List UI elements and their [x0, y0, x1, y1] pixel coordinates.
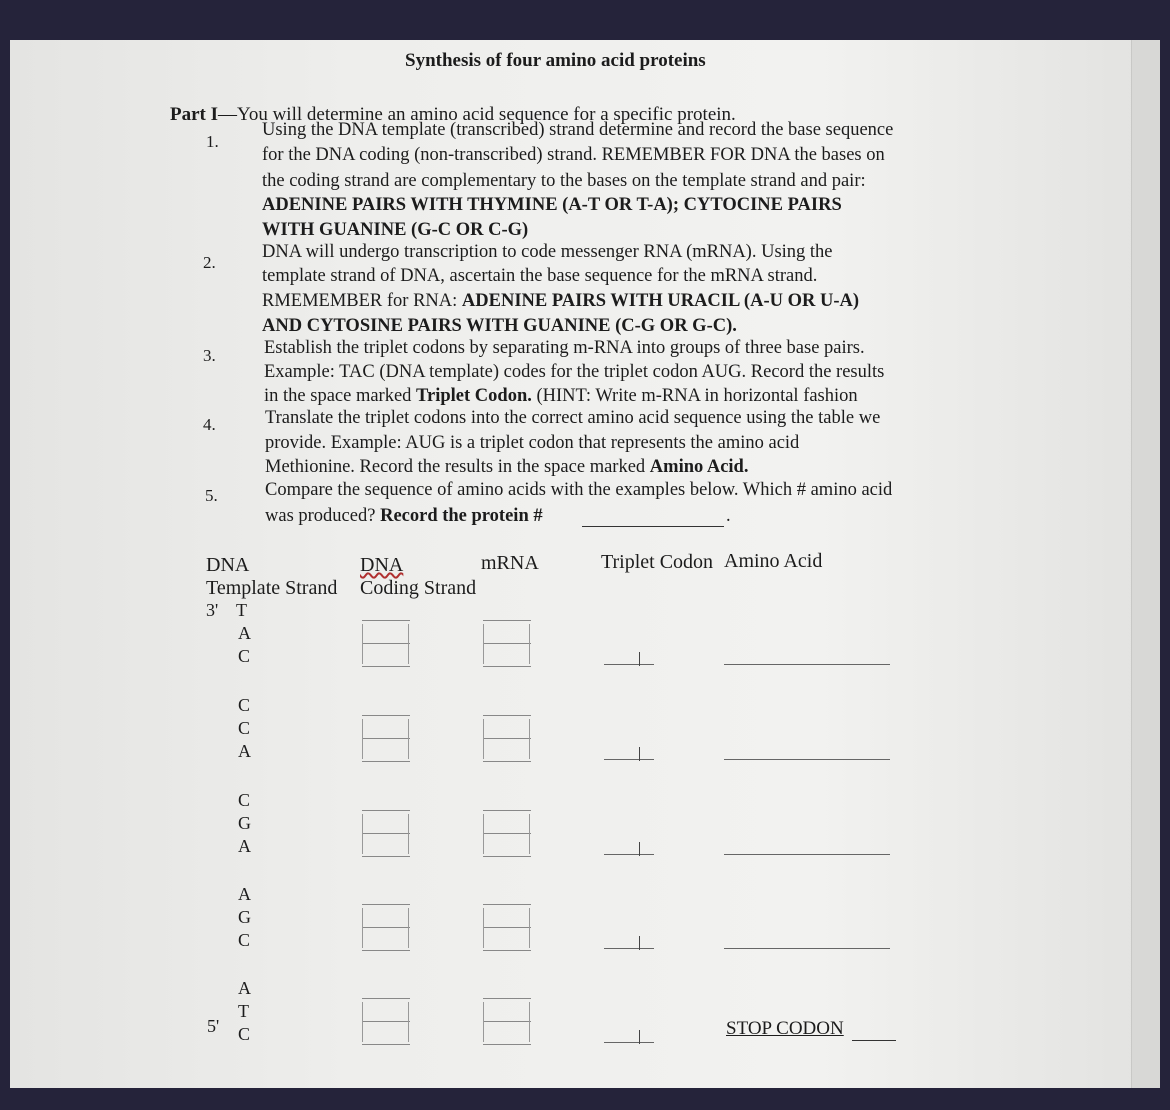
- step-line: Translate the triplet codons into the correct amino acid sequence using the table we: [265, 408, 881, 428]
- blank-divider: [362, 814, 363, 854]
- blank-divider: [529, 624, 530, 664]
- coding-base-blank[interactable]: [362, 715, 410, 716]
- step-line-end: .: [726, 506, 731, 526]
- header-template-strand: Template Strand: [206, 577, 338, 599]
- coding-base-blank[interactable]: [362, 643, 410, 644]
- step-line-bold: Record the protein #: [380, 506, 543, 526]
- coding-base-blank[interactable]: [362, 833, 410, 834]
- step-line: for the DNA coding (non-transcribed) strand. REMEMBER FOR DNA the bases on: [262, 145, 885, 165]
- header-amino-acid: Amino Acid: [724, 550, 823, 572]
- mrna-base-blank[interactable]: [483, 833, 531, 834]
- part-text: —You will determine an amino acid sequence for a specific protein.: [218, 104, 736, 125]
- step-number: 1.: [206, 132, 219, 151]
- step-number: 5.: [205, 486, 218, 505]
- step-number: 2.: [203, 253, 216, 272]
- blank-divider: [483, 908, 484, 948]
- template-base: C: [238, 1024, 251, 1044]
- step-line-prefix: in the space marked: [264, 386, 417, 406]
- blank-divider: [483, 624, 484, 664]
- triplet-codon-blank[interactable]: [604, 948, 654, 949]
- mrna-base-blank[interactable]: [483, 1044, 531, 1045]
- blank-divider: [408, 624, 409, 664]
- blank-divider: [529, 719, 530, 759]
- template-base: G: [238, 907, 251, 927]
- step-line: Example: TAC (DNA template) codes for the triplet codon AUG. Record the results: [264, 362, 885, 382]
- coding-base-blank[interactable]: [362, 666, 410, 667]
- triplet-codon-blank[interactable]: [604, 759, 654, 760]
- worksheet-page: [10, 40, 1160, 1088]
- triplet-codon-tick: [639, 747, 640, 761]
- step-line-prefix: Methionine. Record the results in the space marked: [265, 457, 650, 477]
- step-line: [265, 457, 748, 478]
- coding-base-blank[interactable]: [362, 950, 410, 951]
- step-line: Using the DNA template (transcribed) strand determine and record the base sequence: [262, 120, 894, 140]
- template-base: A: [238, 978, 251, 998]
- step-line: template strand of DNA, ascertain the base sequence for the mRNA strand.: [262, 266, 818, 286]
- amino-acid-blank[interactable]: [724, 854, 890, 855]
- coding-base-blank[interactable]: [362, 620, 410, 621]
- triplet-codon-tick: [639, 936, 640, 950]
- template-base: C: [238, 790, 251, 810]
- template-base: G: [238, 813, 251, 833]
- template-base: C: [238, 718, 251, 738]
- mrna-base-blank[interactable]: [483, 643, 531, 644]
- blank-divider: [483, 719, 484, 759]
- step-line: WITH GUANINE (G-C OR C-G): [262, 220, 529, 240]
- stop-codon-line: [852, 1040, 896, 1041]
- mrna-base-blank[interactable]: [483, 620, 531, 621]
- five-prime-label: 5': [207, 1016, 220, 1036]
- blank-divider: [529, 814, 530, 854]
- worksheet-title: Synthesis of four amino acid proteins: [405, 50, 706, 71]
- stop-codon-label: STOP CODON: [726, 1018, 844, 1039]
- step-line-bold: Amino Acid.: [649, 457, 749, 477]
- step-line: [265, 506, 543, 527]
- step-line-prefix: RMEMEMBER for RNA:: [262, 291, 462, 311]
- amino-acid-blank[interactable]: [724, 759, 890, 760]
- step-line: DNA will undergo transcription to code messenger RNA (mRNA). Using the: [262, 242, 833, 262]
- template-base: T: [238, 1001, 249, 1021]
- header-dna-coding: DNA: [360, 554, 404, 576]
- coding-base-blank[interactable]: [362, 927, 410, 928]
- template-base: A: [238, 741, 251, 761]
- protein-number-blank[interactable]: [582, 526, 724, 527]
- part-label: Part I: [170, 104, 219, 125]
- blank-divider: [408, 719, 409, 759]
- header-dna-template: DNA: [206, 554, 250, 576]
- blank-divider: [362, 908, 363, 948]
- blank-divider: [483, 814, 484, 854]
- template-base: C: [238, 646, 251, 666]
- step-line: AND CYTOSINE PAIRS WITH GUANINE (C-G OR G-C).: [262, 316, 737, 336]
- mrna-base-blank[interactable]: [483, 738, 531, 739]
- triplet-codon-tick: [639, 1030, 640, 1044]
- triplet-codon-blank[interactable]: [604, 1042, 654, 1043]
- mrna-base-blank[interactable]: [483, 904, 531, 905]
- step-line: the coding strand are complementary to the bases on the template strand and pair:: [262, 171, 866, 191]
- step-line: ADENINE PAIRS WITH THYMINE (A-T OR T-A); CYTOCINE PAIRS: [262, 195, 842, 215]
- triplet-codon-tick: [639, 652, 640, 666]
- template-base: A: [238, 884, 251, 904]
- coding-base-blank[interactable]: [362, 1044, 410, 1045]
- step-line-suffix: (HINT: Write m-RNA in horizontal fashion: [536, 386, 858, 406]
- coding-base-blank[interactable]: [362, 856, 410, 857]
- blank-divider: [362, 1002, 363, 1042]
- coding-base-blank[interactable]: [362, 998, 410, 999]
- blank-divider: [483, 1002, 484, 1042]
- step-line-prefix: was produced?: [265, 506, 381, 526]
- header-mrna: mRNA: [481, 552, 539, 574]
- coding-base-blank[interactable]: [362, 761, 410, 762]
- header-coding-strand: Coding Strand: [360, 577, 477, 599]
- blank-divider: [529, 1002, 530, 1042]
- blank-divider: [529, 908, 530, 948]
- mrna-base-blank[interactable]: [483, 715, 531, 716]
- template-base: T: [236, 600, 247, 620]
- template-base: C: [238, 695, 251, 715]
- amino-acid-blank[interactable]: [724, 664, 890, 665]
- blank-divider: [408, 814, 409, 854]
- three-prime-label: 3': [206, 600, 219, 620]
- step-number: 3.: [203, 346, 216, 365]
- triplet-codon-tick: [639, 842, 640, 856]
- coding-base-blank[interactable]: [362, 1021, 410, 1022]
- amino-acid-blank[interactable]: [724, 948, 890, 949]
- template-base: A: [238, 623, 251, 643]
- coding-base-blank[interactable]: [362, 810, 410, 811]
- mrna-base-blank[interactable]: [483, 666, 531, 667]
- step-number: 4.: [203, 415, 216, 434]
- mrna-base-blank[interactable]: [483, 856, 531, 857]
- step-line: Compare the sequence of amino acids with the examples below. Which # amino acid: [265, 480, 893, 500]
- header-triplet-codon: Triplet Codon: [601, 551, 714, 573]
- template-base: A: [238, 836, 251, 856]
- mrna-base-blank[interactable]: [483, 998, 531, 999]
- mrna-base-blank[interactable]: [483, 761, 531, 762]
- mrna-base-blank[interactable]: [483, 1021, 531, 1022]
- triplet-codon-blank[interactable]: [604, 664, 654, 665]
- blank-divider: [362, 624, 363, 664]
- mrna-base-blank[interactable]: [483, 810, 531, 811]
- triplet-codon-blank[interactable]: [604, 854, 654, 855]
- step-line-bold: ADENINE PAIRS WITH URACIL (A-U OR U-A): [461, 291, 860, 311]
- blank-divider: [408, 1002, 409, 1042]
- step-line: [262, 291, 859, 312]
- mrna-base-blank[interactable]: [483, 927, 531, 928]
- template-base: C: [238, 930, 251, 950]
- step-line: [264, 386, 858, 407]
- coding-base-blank[interactable]: [362, 904, 410, 905]
- blank-divider: [408, 908, 409, 948]
- page-edge: [1131, 40, 1160, 1088]
- mrna-base-blank[interactable]: [483, 950, 531, 951]
- coding-base-blank[interactable]: [362, 738, 410, 739]
- blank-divider: [362, 719, 363, 759]
- step-line: Establish the triplet codons by separating m-RNA into groups of three base pairs.: [264, 338, 865, 358]
- step-line-bold: Triplet Codon.: [416, 386, 532, 406]
- step-line: provide. Example: AUG is a triplet codon that represents the amino acid: [265, 433, 800, 453]
